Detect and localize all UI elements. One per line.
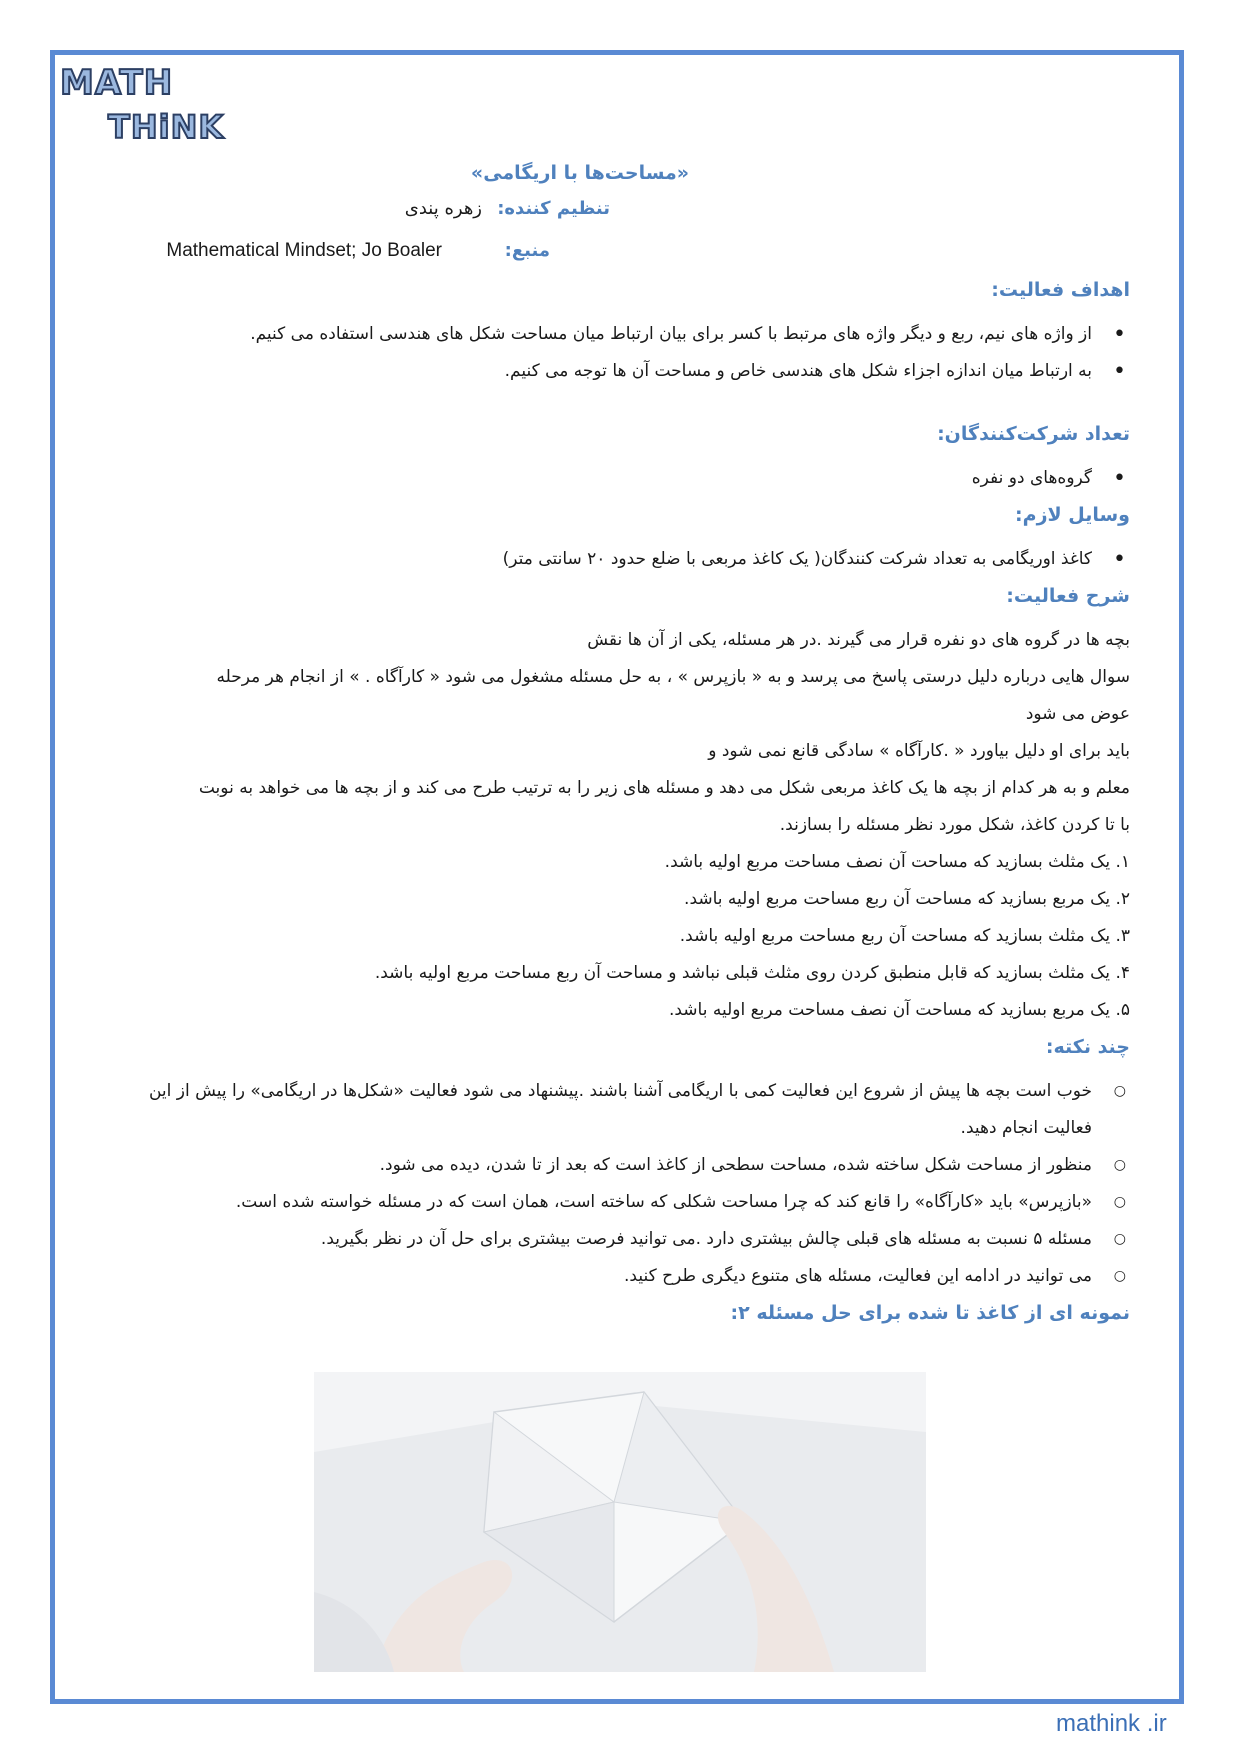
list-item: ○ می توانید در ادامه این فعالیت، مسئله های متنوع دیگری طرح کنید. (110, 1258, 1100, 1295)
goals-list (110, 316, 1130, 390)
footer-site-link[interactable]: mathink .ir (1056, 1710, 1167, 1737)
description-line: معلم و به هر کدام از بچه ها یک کاغذ مربعی شکل می دهد و مسئله های زیر را به ترتیب طرح می کند و از بچه ها می خواهد به نوبت (198, 778, 1130, 798)
materials-list (110, 541, 1130, 578)
list-item: • از واژه های نیم، ربع و دیگر واژه های مرتبط با کسر برای بیان ارتباط میان مساحت شکل های هندسی استفاده می کنیم. (110, 316, 1100, 353)
problem-steps (110, 844, 1130, 1029)
svg-text:MATH: MATH (60, 63, 174, 103)
list-item: ○ منظور از مساحت شکل ساخته شده، مساحت سطحی از کاغذ است که بعد از تا شدن، دیده می شود. (110, 1147, 1100, 1184)
description-line: بچه ها در گروه های دو نفره قرار می گیرند .در هر مسئله، یکی از آن ها نقش (587, 630, 1130, 650)
svg-text:THiNK: THiNK (108, 108, 225, 146)
description-heading: شرح فعالیت: (1006, 585, 1130, 607)
document-title: «مساحت‌ها با اریگامی» (470, 162, 690, 184)
step-item: ۳. یک مثلث بسازید که مساحت آن ربع مساحت مربع اولیه باشد. (679, 926, 1130, 946)
author-row (110, 188, 1130, 230)
source-value: Mathematical Mindset; Jo Boaler (166, 240, 442, 261)
folded-paper-photo (314, 1372, 926, 1672)
list-item: ○ «بازپرس» باید «کارآگاه» را قانع کند که چرا مساحت شکلی که ساخته است، همان است که در مسئله خواسته شده است. (110, 1184, 1100, 1221)
step-item: ۵. یک مربع بسازید که مساحت آن نصف مساحت مربع اولیه باشد. (668, 1000, 1130, 1020)
goals-heading: اهداف فعالیت: (991, 279, 1130, 301)
list-item: ○ مسئله ۵ نسبت به مسئله های قبلی چالش بیشتری دارد .می توانید فرصت بیشتری برای حل آن در نظر بگیرید. (110, 1221, 1100, 1258)
list-item: • به ارتباط میان اندازه اجزاء شکل های هندسی خاص و مساحت آن ها توجه می کنیم. (110, 353, 1100, 390)
notes-list (110, 1073, 1130, 1295)
document-body (110, 158, 1130, 1331)
description-line: با تا کردن کاغذ، شکل مورد نظر مسئله را بسازند. (779, 815, 1130, 835)
example-heading: نمونه ای از کاغذ تا شده برای حل مسئله ۲: (730, 1302, 1130, 1324)
materials-heading: وسایل لازم: (1015, 504, 1130, 526)
step-item: ۴. یک مثلث بسازید که قابل منطبق کردن روی مثلث قبلی نباشد و مساحت آن ربع مساحت مربع اولیه باشد. (374, 963, 1130, 983)
participants-heading: تعداد شرکت‌کنندگان: (937, 423, 1130, 445)
description-line: سوال هایی درباره دلیل درستی پاسخ می پرسد و به « بازپرس » ، به حل مسئله مشغول می شود « کارآگاه . » از انجام هر مرحله (216, 667, 1130, 687)
list-item: ○ خوب است بچه ها پیش از شروع این فعالیت کمی با اریگامی آشنا باشند .پیشنهاد می شود فعالیت «شکل‌ها در اریگامی» را پیش از این فعالیت انجام دهید. (110, 1073, 1100, 1147)
description-line: عوض می شود (1025, 704, 1130, 724)
notes-heading: چند نکته: (1045, 1036, 1130, 1058)
author-label: تنظیم کننده: (497, 198, 610, 219)
step-item: ۱. یک مثلث بسازید که مساحت آن نصف مساحت مربع اولیه باشد. (664, 852, 1130, 872)
participants-list (110, 460, 1130, 497)
description-line: باید برای او دلیل بیاورد « .کارآگاه » سادگی قانع نمی شود و (708, 741, 1130, 761)
author-value: زهره پندی (404, 198, 482, 219)
source-row (110, 230, 1130, 272)
list-item: • کاغذ اوریگامی به تعداد شرکت کنندگان( یک کاغذ مربعی با ضلع حدود ۲۰ سانتی متر) (110, 541, 1100, 578)
source-label: منبع: (504, 240, 550, 261)
step-item: ۲. یک مربع بسازید که مساحت آن ربع مساحت مربع اولیه باشد. (684, 889, 1130, 909)
list-item: • گروه‌های دو نفره (110, 460, 1100, 497)
math-think-logo (58, 60, 258, 160)
